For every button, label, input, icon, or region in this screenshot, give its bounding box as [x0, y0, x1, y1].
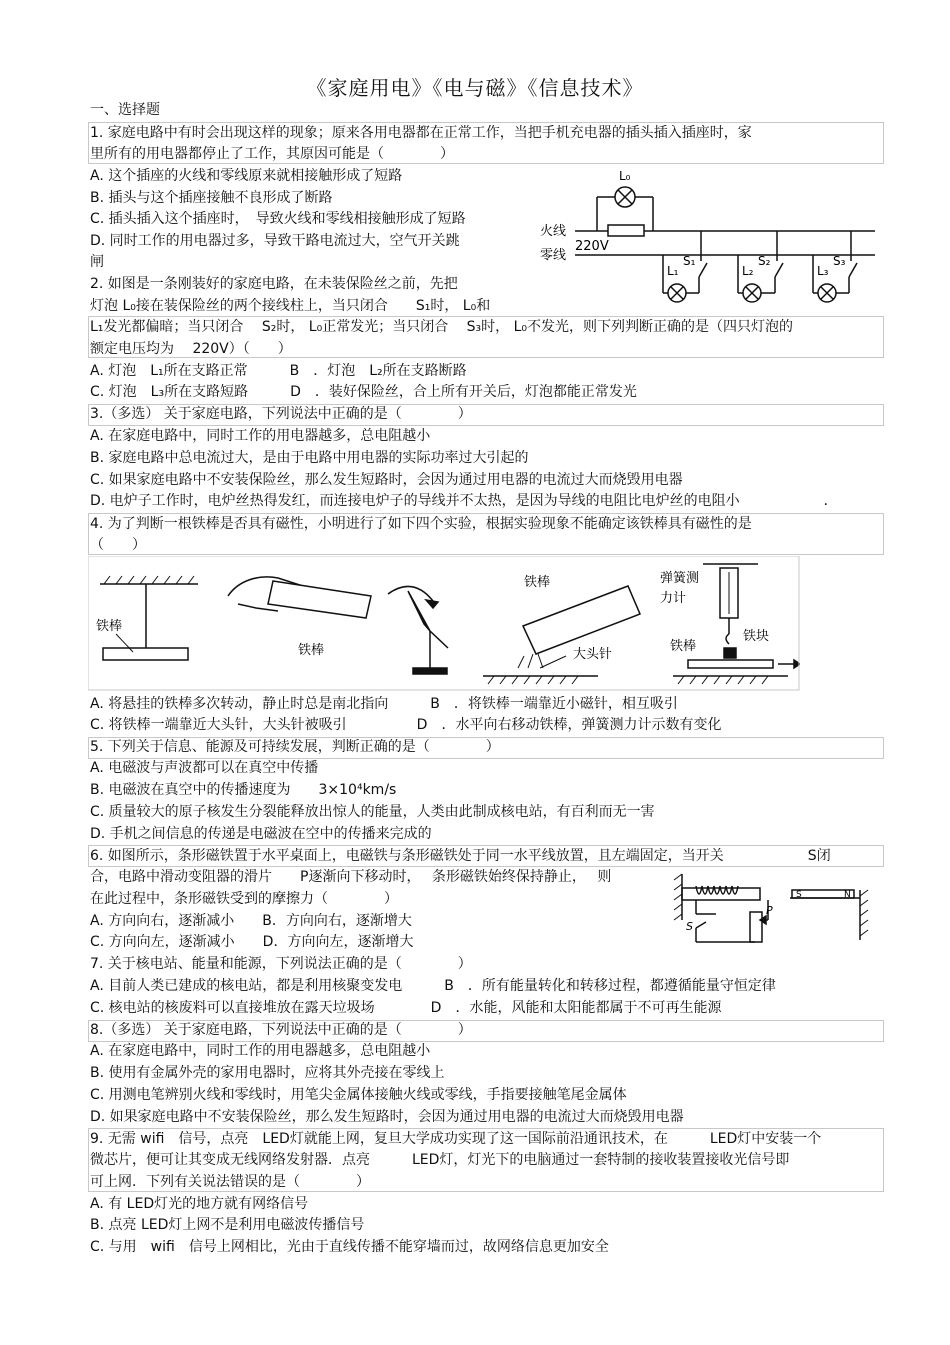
- text-line: 9. 无需 wifi 信号，点亮 LED灯就能上网，复旦大学成功实现了这一国际前沿通讯技术，在 LED灯中安装一个: [90, 1131, 822, 1147]
- text-line: L₁发光都偏暗；当只闭合 S₂时， L₀正常发光；当只闭合 S₃时， L₀不发光，则下列判断正确的是（四只灯泡的: [90, 319, 794, 335]
- text-line: 合，电路中滑动变阻器的滑片 P逐渐向下移动时， 条形磁铁始终保持静止， 则: [90, 869, 612, 885]
- label-block: 铁块: [743, 629, 770, 644]
- text-line: 2. 如图是一条刚装好的家庭电路，在未装保险丝之前，先把: [90, 276, 458, 292]
- label-L3: L₃: [817, 264, 829, 278]
- text-line: B. 电磁波在真空中的传播速度为 3×10⁴km/s: [90, 782, 397, 798]
- text-line: C. 与用 wifi 信号上网相比，光由于直线传播不能穿墙而过，故网络信息更加安全: [90, 1239, 609, 1255]
- text-line: D. 如果家庭电路中不安装保险丝，那么发生短路时，会因为通过用电器的电流过大而烧毁用电器: [90, 1109, 684, 1125]
- label-pole-N: N: [844, 890, 851, 900]
- label-rod-4: 铁棒: [670, 639, 697, 654]
- label-voltage: 220V: [575, 239, 609, 254]
- label-rod-2: 铁棒: [298, 643, 325, 658]
- label-pole-S: S: [796, 890, 802, 900]
- label-rod-3: 铁棒: [524, 575, 551, 590]
- label-S3: S₃: [833, 254, 846, 268]
- text-line: D. 手机之间信息的传递是电磁波在空中的传播来完成的: [90, 826, 432, 842]
- text-line: 6. 如图所示，条形磁铁置于水平桌面上，电磁铁与条形磁铁处于同一水平线放置，且左端固定，当开关 S闭: [90, 848, 831, 864]
- text-line: A. 这个插座的火线和零线原来就相接触形成了短路: [90, 168, 403, 184]
- text-line: B. 使用有金属外壳的家用电器时，应将其外壳接在零线上: [90, 1065, 445, 1081]
- page-title: 《家庭用电》《电与磁》《信息技术》: [306, 76, 644, 100]
- text-line: 可上网．下列有关说法错误的是（ ）: [90, 1174, 370, 1190]
- text-line: 微芯片，便可让其变成无线网络发射器．点亮 LED灯，灯光下的电脑通过一套特制的接收装置接收光信号即: [90, 1152, 790, 1168]
- text-line: 1. 家庭电路中有时会出现这样的现象；原来各用电器都在正常工作，当把手机充电器的插头插入插座时，家: [90, 125, 752, 141]
- text-line: B. 家庭电路中总电流过大，是由于电路中用电器的实际功率过大引起的: [90, 450, 529, 466]
- text-line: 5. 下列关于信息、能源及可持续发展，判断正确的是（ ）: [90, 739, 500, 755]
- text-line: 灯泡 L₀接在装保险丝的两个接线柱上，当只闭合 S₁时， L₀和: [90, 298, 491, 314]
- text-line: A. 方向向右，逐渐减小 B．方向向右，逐渐增大: [90, 913, 412, 929]
- text-line: C. 灯泡 L₃所在支路短路 D ．装好保险丝，合上所有开关后，灯泡都能正常发光: [90, 384, 637, 400]
- text-line: 7. 关于核电站、能量和能源，下列说法正确的是（ ）: [90, 956, 472, 972]
- label-L2: L₂: [742, 264, 754, 278]
- text-line: C. 方向向左，逐渐减小 D．方向向左，逐渐增大: [90, 934, 414, 950]
- text-line: 3.（多选） 关于家庭电路，下列说法中正确的是（ ）: [90, 406, 472, 422]
- text-line: 8.（多选） 关于家庭电路，下列说法中正确的是（ ）: [90, 1022, 472, 1038]
- label-S2: S₂: [758, 254, 771, 268]
- text-line: C. 如果家庭电路中不安装保险丝，那么发生短路时，会因为通过用电器的电流过大而烧毁用电器: [90, 472, 683, 488]
- electromagnet-figure: [660, 870, 885, 950]
- text-line: 闸: [90, 254, 104, 270]
- text-line: B. 点亮 LED灯上网不是利用电磁波传播信号: [90, 1217, 365, 1233]
- text-line: C. 插头插入这个插座时， 导致火线和零线相接触形成了短路: [90, 211, 466, 227]
- text-line: A. 在家庭电路中，同时工作的用电器越多，总电阻越小: [90, 1043, 431, 1059]
- text-line: C. 用测电笔辨别火线和零线时，用笔尖金属体接触火线或零线，手指要接触笔尾金属体: [90, 1087, 627, 1103]
- text-line: A. 目前人类已建成的核电站，都是利用核聚变发电 B ．所有能量转化和转移过程，都遵循能量守恒定律: [90, 978, 776, 994]
- iron-rod-figure: [88, 556, 800, 691]
- text-line: A. 电磁波与声波都可以在真空中传播: [90, 760, 319, 776]
- text-line: C. 将铁棒一端靠近大头针，大头针被吸引 D ．水平向右移动铁棒，弹簧测力计示数有变化: [90, 717, 722, 733]
- label-rod-1: 铁棒: [96, 619, 123, 634]
- circuit-diagram: [535, 165, 880, 310]
- label-slider-P: P: [766, 904, 773, 917]
- label-L0: L₀: [619, 169, 631, 183]
- label-scale: 弹簧测: [660, 571, 700, 586]
- label-S1: S₁: [683, 254, 696, 268]
- text-line: 在此过程中，条形磁铁受到的摩擦力（ ）: [90, 891, 398, 907]
- label-switch-S: S: [686, 920, 693, 933]
- text-line: A. 灯泡 L₁所在支路正常 B ．灯泡 L₂所在支路断路: [90, 363, 467, 379]
- label-pin: 大头针: [573, 647, 613, 662]
- text-line: 里所有的用电器都停止了工作，其原因可能是（ ）: [90, 146, 454, 162]
- text-line: D. 同时工作的用电器过多，导致干路电流过大，空气开关跳: [90, 233, 460, 249]
- label-zero-wire: 零线: [540, 248, 567, 263]
- text-line: 4. 为了判断一根铁棒是否具有磁性，小明进行了如下四个实验，根据实验现象不能确定该铁棒具有磁性的是: [90, 516, 752, 532]
- text-line: C. 质量较大的原子核发生分裂能释放出惊人的能量，人类由此制成核电站，有百利而无一害: [90, 804, 655, 820]
- text-line: A. 在家庭电路中，同时工作的用电器越多，总电阻越小: [90, 428, 431, 444]
- section-heading: 一、选择题: [90, 102, 160, 118]
- text-line: 额定电压均为 220V）（ ）: [90, 341, 292, 357]
- text-line: B. 插头与这个插座接触不良形成了断路: [90, 190, 333, 206]
- text-line: A. 将悬挂的铁棒多次转动，静止时总是南北指向 B ．将铁棒一端靠近小磁针，相互吸引: [90, 696, 678, 712]
- text-line: （ ）: [90, 537, 146, 553]
- text-line: D. 电炉子工作时，电炉丝热得发红，而连接电炉子的导线并不太热，是因为导线的电阻比电炉丝的电阻小 ．: [90, 493, 838, 509]
- label-L1: L₁: [667, 264, 679, 278]
- label-fire-wire: 火线: [540, 224, 567, 239]
- text-line: C. 核电站的核废料可以直接堆放在露天垃圾场 D ．水能，风能和太阳能都属于不可再生能源: [90, 1000, 722, 1016]
- label-scale-2: 力计: [660, 591, 687, 606]
- text-line: A. 有 LED灯光的地方就有网络信号: [90, 1196, 309, 1212]
